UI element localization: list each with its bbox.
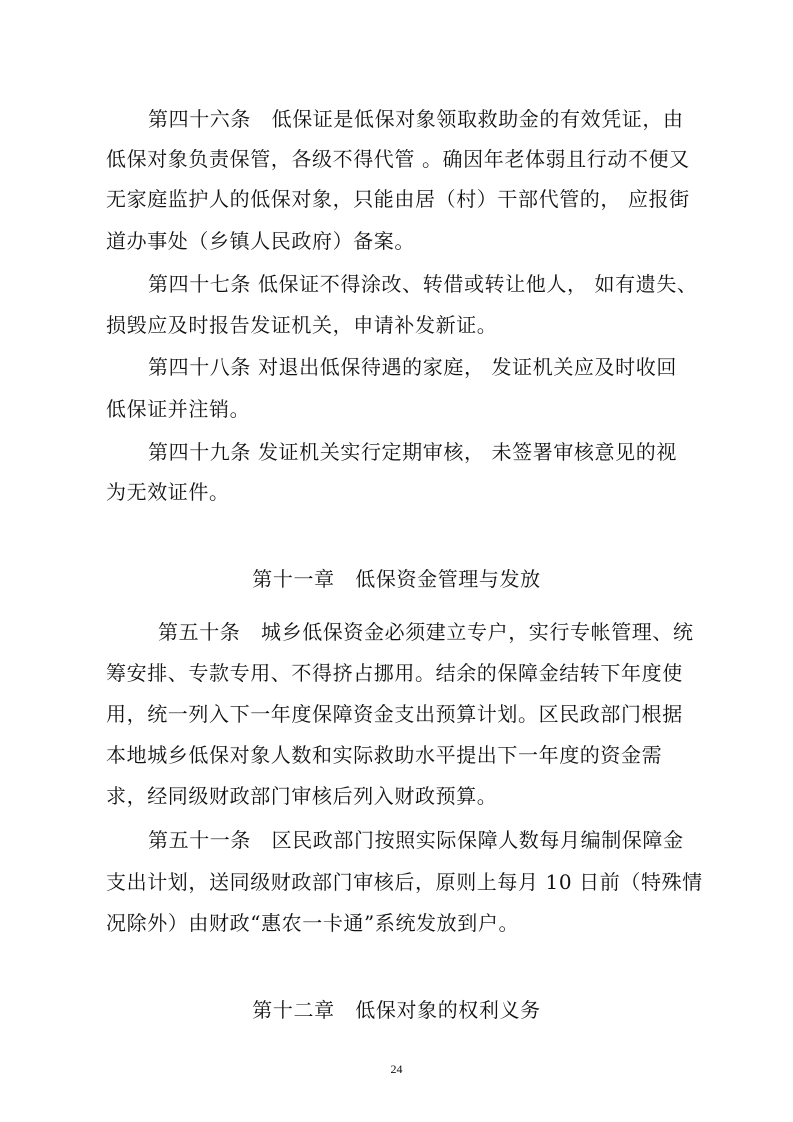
article-51-line-3: 况除外）由财政“惠农一卡通”系统发放到户。 [106,911,520,935]
article-49-line-1: 第四十九条 发证机关实行定期审核， 未签署审核意见的视 [148,440,677,464]
article-48-line-1: 第四十八条 对退出低保待遇的家庭， 发证机关应及时收回 [148,355,677,379]
article-49-line-2: 为无效证件。 [106,480,230,504]
article-50-line-2: 筹安排、专款专用、不得挤占挪用。结余的保障金结转下年度使 [106,661,683,685]
article-50-line-3: 用，统一列入下一年度保障资金支出预算计划。区民政部门根据 [106,702,683,726]
article-51-line-2: 支出计划，送同级财政部门审核后，原则上每月 10 日前（特殊情 [106,870,703,894]
article-50-line-5: 求，经同级财政部门审核后列入财政预算。 [106,784,498,808]
article-47-line-2: 损毁应及时报告发证机关，申请补发新证。 [106,313,498,337]
article-51-line-1: 第五十一条 区民政部门按照实际保障人数每月编制保障金 [148,828,684,852]
page-number: 24 [390,1062,403,1076]
chapter-11-title: 第十一章 低保资金管理与发放 [252,567,541,591]
chapter-12-title: 第十二章 低保对象的权利义务 [252,998,541,1022]
article-46-line-1: 第四十六条 低保证是低保对象领取救助金的有效凭证，由 [148,107,684,131]
article-48-line-2: 低保证并注销。 [106,397,251,421]
article-50-line-1: 第五十条 城乡低保资金必须建立专户，实行专帐管理、统 [158,620,694,644]
article-46-line-2: 低保对象负责保管，各级不得代管 。确因年老体弱且行动不便又 [106,147,690,171]
article-47-line-1: 第四十七条 低保证不得涂改、转借或转让他人， 如有遗失、 [148,272,698,296]
article-50-line-4: 本地城乡低保对象人数和实际救助水平提出下一年度的资金需 [106,743,663,767]
article-46-line-3: 无家庭监护人的低保对象，只能由居（村）干部代管的， 应报街 [106,187,690,211]
article-46-line-4: 道办事处（乡镇人民政府）备案。 [106,229,415,253]
